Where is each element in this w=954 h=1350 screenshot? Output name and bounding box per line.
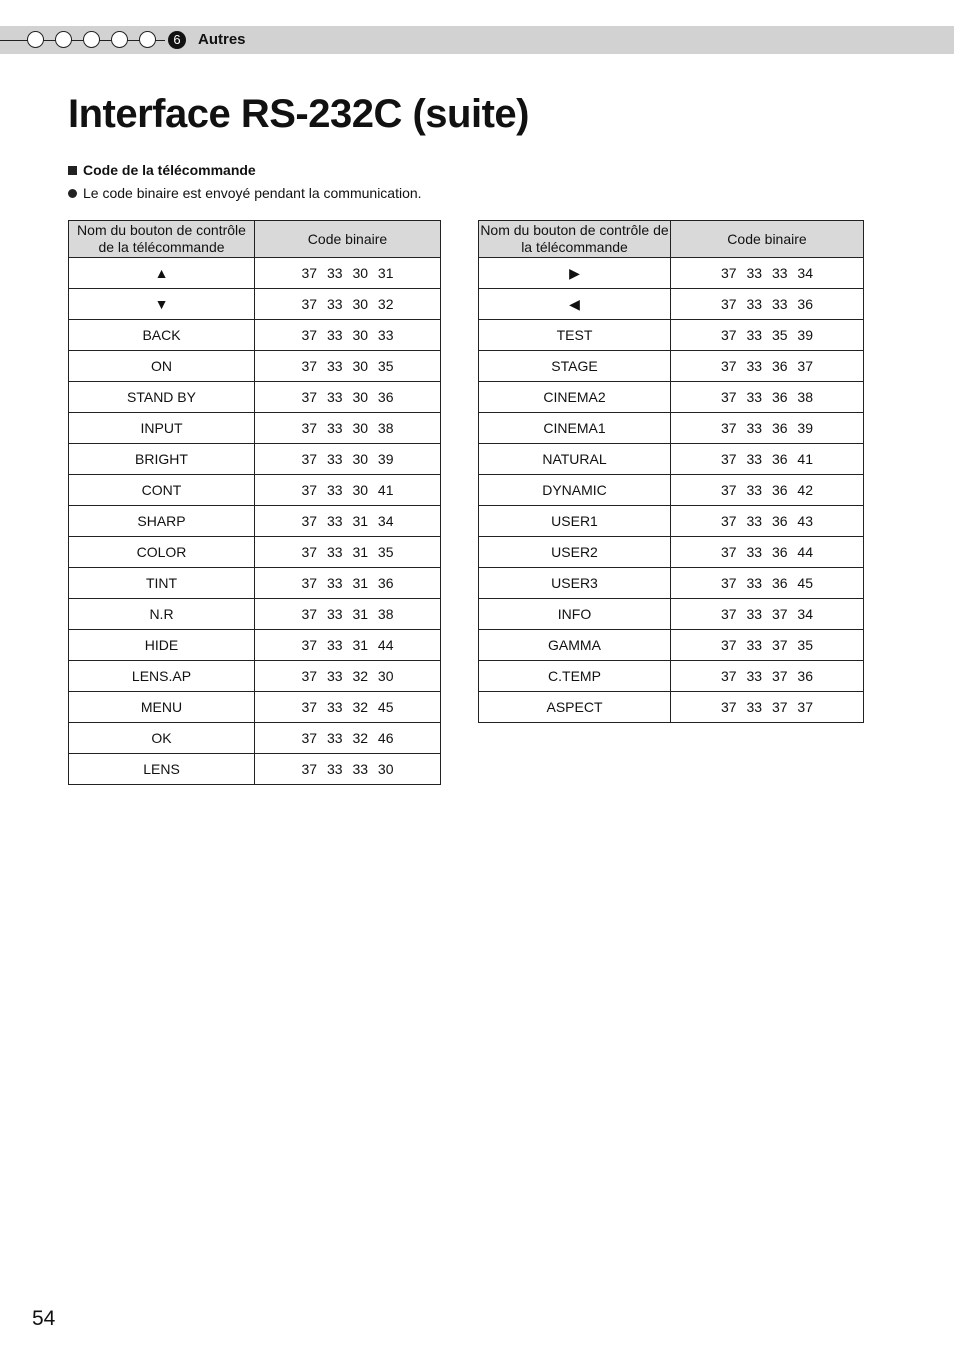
table-header-row (69, 221, 441, 258)
binary-code-cell: 37 33 31 36 (255, 568, 441, 599)
binary-code-cell: 37 33 30 41 (255, 475, 441, 506)
button-name-cell: INFO (479, 599, 671, 630)
binary-code-cell: 37 33 36 39 (671, 413, 864, 444)
square-bullet-icon (68, 166, 77, 175)
table-row (69, 413, 441, 444)
chapter-step-3-circle (83, 31, 100, 48)
button-name-cell: USER2 (479, 537, 671, 568)
column-header-button-name: Nom du bouton de contrôle de la télécommande (479, 221, 671, 258)
button-name-cell: ▼ (69, 289, 255, 320)
table-row (69, 382, 441, 413)
button-name-cell: ▶ (479, 258, 671, 289)
code-table-left (68, 220, 441, 785)
binary-code-cell: 37 33 37 35 (671, 630, 864, 661)
binary-code-cell: 37 33 30 39 (255, 444, 441, 475)
table-row (479, 692, 864, 723)
binary-code-cell: 37 33 31 38 (255, 599, 441, 630)
binary-code-cell: 37 33 30 31 (255, 258, 441, 289)
binary-code-cell: 37 33 36 45 (671, 568, 864, 599)
button-name-cell: LENS.AP (69, 661, 255, 692)
table-row (69, 630, 441, 661)
button-name-cell: ▲ (69, 258, 255, 289)
binary-code-cell: 37 33 30 36 (255, 382, 441, 413)
subheading-text: Code de la télécommande (83, 162, 256, 178)
button-name-cell: INPUT (69, 413, 255, 444)
button-name-cell: GAMMA (479, 630, 671, 661)
table-row (479, 661, 864, 692)
button-name-cell: N.R (69, 599, 255, 630)
binary-code-cell: 37 33 33 34 (671, 258, 864, 289)
table-row (69, 661, 441, 692)
table-row (479, 382, 864, 413)
chapter-step-1-circle (27, 31, 44, 48)
button-name-cell: LENS (69, 754, 255, 785)
table-row (479, 568, 864, 599)
button-name-cell: ◀ (479, 289, 671, 320)
table-row (479, 289, 864, 320)
binary-code-cell: 37 33 37 34 (671, 599, 864, 630)
table-row (69, 599, 441, 630)
button-name-cell: STAGE (479, 351, 671, 382)
table-row (479, 413, 864, 444)
chapter-step-2-circle (55, 31, 72, 48)
table-row (69, 537, 441, 568)
code-table-right-body (479, 258, 864, 723)
button-name-cell: COLOR (69, 537, 255, 568)
binary-code-cell: 37 33 30 33 (255, 320, 441, 351)
table-row (479, 599, 864, 630)
button-name-cell: DYNAMIC (479, 475, 671, 506)
chapter-step-5-circle (139, 31, 156, 48)
button-name-cell: C.TEMP (479, 661, 671, 692)
button-name-cell: ASPECT (479, 692, 671, 723)
table-row (69, 506, 441, 537)
button-name-cell: MENU (69, 692, 255, 723)
button-name-cell: CONT (69, 475, 255, 506)
binary-code-cell: 37 33 36 43 (671, 506, 864, 537)
subheading (68, 162, 256, 178)
table-row (69, 568, 441, 599)
chapter-step-active: 6 (168, 31, 186, 49)
column-header-button-name: Nom du bouton de contrôle de la télécommande (69, 221, 255, 258)
code-table-right (478, 220, 864, 723)
button-name-cell: OK (69, 723, 255, 754)
button-name-cell: BACK (69, 320, 255, 351)
table-row (479, 258, 864, 289)
table-row (69, 351, 441, 382)
binary-code-cell: 37 33 32 46 (255, 723, 441, 754)
button-name-cell: SHARP (69, 506, 255, 537)
button-name-cell: USER1 (479, 506, 671, 537)
table-row (479, 444, 864, 475)
binary-code-cell: 37 33 32 45 (255, 692, 441, 723)
binary-code-cell: 37 33 36 37 (671, 351, 864, 382)
binary-code-cell: 37 33 31 34 (255, 506, 441, 537)
binary-code-cell: 37 33 31 44 (255, 630, 441, 661)
chapter-section-label: Autres (198, 31, 246, 48)
table-row (69, 475, 441, 506)
table-row (69, 258, 441, 289)
table-row (69, 444, 441, 475)
binary-code-cell: 37 33 35 39 (671, 320, 864, 351)
table-row (69, 723, 441, 754)
table-header-row (479, 221, 864, 258)
binary-code-cell: 37 33 36 38 (671, 382, 864, 413)
table-row (479, 320, 864, 351)
button-name-cell: HIDE (69, 630, 255, 661)
note (68, 185, 422, 201)
button-name-cell: STAND BY (69, 382, 255, 413)
binary-code-cell: 37 33 30 35 (255, 351, 441, 382)
binary-code-cell: 37 33 37 37 (671, 692, 864, 723)
table-row (479, 630, 864, 661)
code-table-left-body (69, 258, 441, 785)
binary-code-cell: 37 33 30 32 (255, 289, 441, 320)
binary-code-cell: 37 33 32 30 (255, 661, 441, 692)
binary-code-cell: 37 33 31 35 (255, 537, 441, 568)
note-text: Le code binaire est envoyé pendant la communication. (83, 185, 422, 201)
button-name-cell: BRIGHT (69, 444, 255, 475)
button-name-cell: USER3 (479, 568, 671, 599)
button-name-cell: ON (69, 351, 255, 382)
button-name-cell: CINEMA2 (479, 382, 671, 413)
button-name-cell: TINT (69, 568, 255, 599)
table-row (479, 537, 864, 568)
table-row (479, 351, 864, 382)
column-header-binary-code: Code binaire (255, 221, 441, 258)
table-row (479, 506, 864, 537)
table-row (479, 475, 864, 506)
table-row (69, 692, 441, 723)
binary-code-cell: 37 33 33 36 (671, 289, 864, 320)
table-row (69, 289, 441, 320)
button-name-cell: CINEMA1 (479, 413, 671, 444)
binary-code-cell: 37 33 36 42 (671, 475, 864, 506)
button-name-cell: TEST (479, 320, 671, 351)
table-row (69, 754, 441, 785)
binary-code-cell: 37 33 36 44 (671, 537, 864, 568)
binary-code-cell: 37 33 36 41 (671, 444, 864, 475)
page-number: 54 (32, 1307, 56, 1330)
chapter-step-4-circle (111, 31, 128, 48)
binary-code-cell: 37 33 33 30 (255, 754, 441, 785)
binary-code-cell: 37 33 37 36 (671, 661, 864, 692)
page-title: Interface RS-232C (suite) (68, 92, 529, 136)
table-row (69, 320, 441, 351)
button-name-cell: NATURAL (479, 444, 671, 475)
round-bullet-icon (68, 189, 77, 198)
column-header-binary-code: Code binaire (671, 221, 864, 258)
binary-code-cell: 37 33 30 38 (255, 413, 441, 444)
